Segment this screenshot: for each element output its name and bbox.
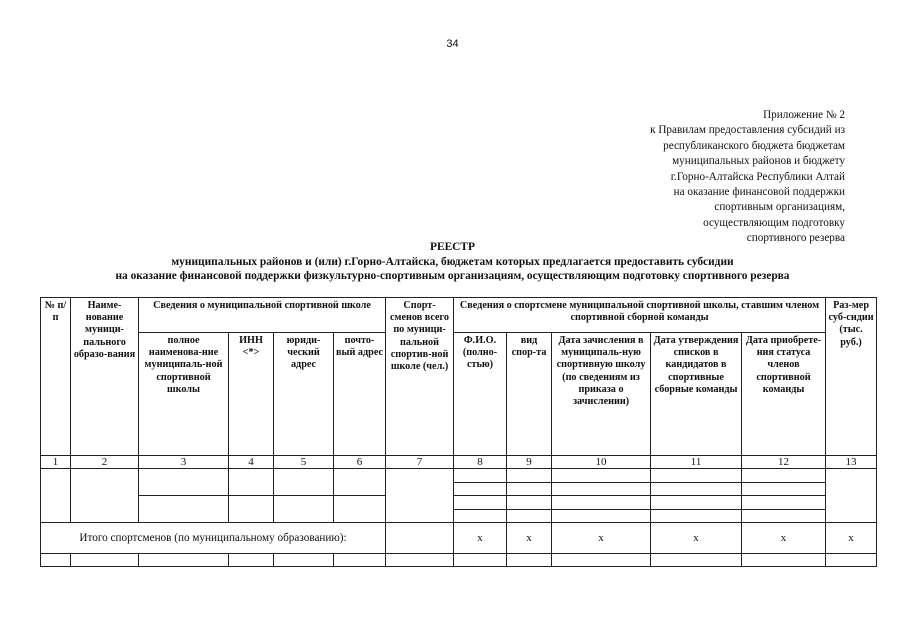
table-cell	[826, 469, 877, 523]
table-cell	[742, 469, 826, 496]
header-row-1	[41, 298, 877, 333]
column-number: 3	[139, 456, 229, 469]
header-school-group: Сведения о муниципальной спортивной школе	[139, 298, 386, 333]
total-mark: х	[651, 523, 742, 554]
total-row	[41, 523, 877, 554]
appendix-line: г.Горно-Алтайска Республики Алтай	[670, 170, 845, 183]
table-row	[41, 554, 877, 567]
header-postal-address: почто-вый адрес	[334, 333, 386, 456]
table-cell	[386, 523, 454, 554]
table-cell	[274, 469, 334, 496]
table-cell	[274, 496, 334, 523]
header-legal-address: юриди-ческий адрес	[274, 333, 334, 456]
table-cell	[651, 554, 742, 567]
table-cell	[454, 554, 507, 567]
table-cell	[651, 496, 742, 523]
header-subsidy: Раз-мер суб-сидии (тыс. руб.)	[826, 298, 877, 456]
header-fio: Ф.И.О. (полно-стью)	[454, 333, 507, 456]
table-cell	[742, 554, 826, 567]
table-cell	[386, 469, 454, 523]
table-cell	[552, 496, 651, 523]
column-number-row	[41, 456, 877, 469]
table-cell	[507, 469, 552, 496]
table-cell	[71, 469, 139, 523]
table-cell	[229, 554, 274, 567]
table-cell	[41, 469, 71, 523]
header-athlete-group: Сведения о спортсмене муниципальной спортивной школы, ставшим членом спортивной сборной команды	[454, 298, 826, 333]
appendix-note	[545, 108, 845, 247]
column-number: 10	[552, 456, 651, 469]
table-cell	[139, 496, 229, 523]
title-line-2: на оказание финансовой поддержки физкультурно-спортивным организациям, осуществляющим подготовку спортивного резерва	[115, 270, 790, 283]
table-cell	[826, 554, 877, 567]
column-number: 13	[826, 456, 877, 469]
table-row	[41, 496, 877, 523]
header-athletes-total: Спорт-сменов всего по муници-пальной спортив-ной школе (чел.)	[386, 298, 454, 456]
total-mark: х	[507, 523, 552, 554]
table-cell	[507, 554, 552, 567]
header-status-date: Дата приобрете-ния статуса членов спортивной команды	[742, 333, 826, 456]
table-cell	[274, 554, 334, 567]
appendix-line: к Правилам предоставления субсидий из	[650, 124, 845, 137]
table-cell	[41, 554, 71, 567]
column-number: 4	[229, 456, 274, 469]
page-number: 34	[446, 38, 459, 50]
table-cell	[386, 554, 454, 567]
appendix-line: муниципальных районов и бюджету	[672, 155, 845, 168]
appendix-line: спортивного резерва	[746, 232, 845, 245]
column-number: 9	[507, 456, 552, 469]
table-cell	[71, 554, 139, 567]
column-number: 5	[274, 456, 334, 469]
table-cell	[552, 469, 651, 496]
column-number: 11	[651, 456, 742, 469]
table-row	[41, 469, 877, 496]
header-enroll-date: Дата зачисления в муниципаль-ную спортивную школу (по сведениям из приказа о зачислении)	[552, 333, 651, 456]
header-approval-date: Дата утверждения списков в кандидатов в спортивные сборные команды	[651, 333, 742, 456]
total-mark: х	[826, 523, 877, 554]
total-mark: х	[454, 523, 507, 554]
table-cell	[139, 469, 229, 496]
header-row-2	[41, 333, 877, 456]
appendix-line: осуществляющим подготовку	[703, 216, 845, 229]
table-cell	[334, 496, 386, 523]
appendix-line: спортивным организациям,	[714, 201, 845, 214]
title-heading: РЕЕСТР	[430, 241, 475, 253]
table-cell	[454, 469, 507, 496]
header-school-full-name: полное наименова-ние муниципаль-ной спортивной школы	[139, 333, 229, 456]
table-cell	[552, 554, 651, 567]
column-number: 8	[454, 456, 507, 469]
table-cell	[334, 554, 386, 567]
header-number: № п/п	[41, 298, 71, 456]
total-label: Итого спортсменов (по муниципальному образованию):	[41, 523, 386, 554]
table-cell	[139, 554, 229, 567]
appendix-line: Приложение № 2	[763, 109, 845, 121]
table-cell	[454, 496, 507, 523]
column-number: 12	[742, 456, 826, 469]
document-title	[0, 240, 905, 284]
table-cell	[507, 496, 552, 523]
appendix-line: республиканского бюджета бюджетам	[663, 139, 845, 152]
table-cell	[742, 496, 826, 523]
table-cell	[229, 496, 274, 523]
table-cell	[651, 469, 742, 496]
header-municipality: Наиме-нование муници-пального образо-вания	[71, 298, 139, 456]
table-cell	[334, 469, 386, 496]
appendix-line: на оказание финансовой поддержки	[673, 186, 845, 199]
column-number: 6	[334, 456, 386, 469]
table-cell	[229, 469, 274, 496]
column-number: 1	[41, 456, 71, 469]
title-line-1: муниципальных районов и (или) г.Горно-Алтайска, бюджетам которых предлагается предоставить субсидии	[171, 255, 734, 268]
column-number: 7	[386, 456, 454, 469]
registry-table	[40, 297, 877, 567]
header-inn: ИНН <*>	[229, 333, 274, 456]
total-mark: х	[742, 523, 826, 554]
header-sport: вид спор-та	[507, 333, 552, 456]
total-mark: х	[552, 523, 651, 554]
column-number: 2	[71, 456, 139, 469]
